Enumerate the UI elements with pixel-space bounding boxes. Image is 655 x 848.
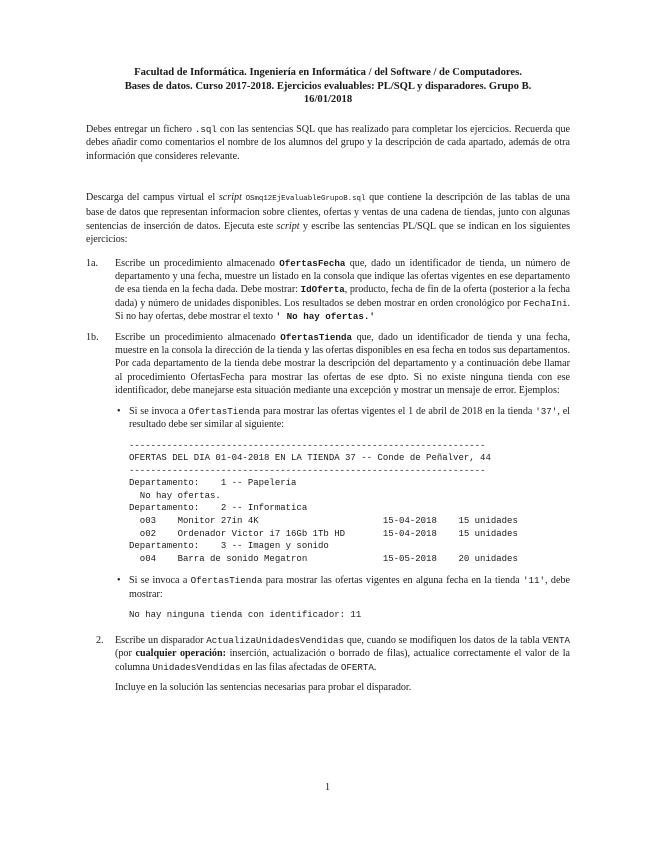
exercise-2-note: Incluye en la solución las sentencias necesarias para probar el disparador. xyxy=(115,682,412,694)
exercise-2: 2. Escribe un disparador ActualizaUnidadesVendidas que, cuando se modifiquen los datos de la tabla VENTA (por cualquier operación: inserción, actualización o borrado de filas), actualice correctamente el valor de la columna UnidadesVendidas en las filas afectadas de OFERTA. Incluye en la solución las sentencias necesarias para probar el disparador. xyxy=(96,634,571,694)
bullet-icon: • xyxy=(117,405,121,417)
example-output-2: No hay ninguna tienda con identificador: 11 xyxy=(129,610,362,621)
file-extension-code: .sql xyxy=(194,123,217,135)
example-bullet-1: • Si se invoca a OfertasTienda para mostrar las ofertas vigentes el 1 de abril de 2018 en la tienda '37', el resultado debe ser similar al siguiente: ------------------------------------------------------------------ OFERTAS DEL DIA 01-04-2018 EN LA TIENDA 37 -- Conde de Peñalver, 44 ------------------------------------------------------------------ Departamento: 1 -- Papelería No hay ofertas. Departamento: 2 -- Informatica o03 Monitor 27in 4K 15-04-2018 15 unidades o02 Ordenador Victor i7 16Gb 1Tb HD 15-04-2018 15 unidades Departamento: 3 -- Imagen y sonido o04 Barra de sonido Megatron 15-05-2018 20 unidades xyxy=(117,405,570,564)
header-line-3: 16/01/2018 xyxy=(303,94,353,106)
example-output-1: ------------------------------------------------------------------ OFERTAS DEL DIA 01-04-2018 EN LA TIENDA 37 -- Conde de Peñalver, 44 ------------------------------------------------------------------ Departamento: 1 -- Papelería No hay ofertas. Departamento: 2 -- Informatica o03 Monitor 27in 4K 15-04-2018 15 unidades o02 Ordenador Victor i7 16Gb 1Tb HD 15-04-2018 15 unidades Departamento: 3 -- Imagen y sonido o04 Barra de sonido Megatron 15-05-2018 20 unidades xyxy=(129,440,518,564)
bullet-icon: • xyxy=(117,575,121,587)
example-bullet-2: • Si se invoca a OfertasTienda para mostrar las ofertas vigentes en alguna fecha en la tienda '11', debe mostrar: No hay ninguna tienda con identificador: 11 xyxy=(117,575,570,621)
page-number: 1 xyxy=(324,782,331,793)
intro-paragraph-2: Descarga del campus virtual el script OSmq12EjEvaluableGrupoB.sql que contiene la descripción de las tablas de una base de datos que representan informacion sobre clientes, ofertas y ventas de una cadena de tiendas, junto con algunas sentencias de inserción de datos. Ejecuta este script y escribe las sentencias PL/SQL que se indican en los siguientes ejercicios: xyxy=(86,192,571,246)
header-line-2: Bases de datos. Curso 2017-2018. Ejercicios evaluables: PL/SQL y disparadores. Grupo B. xyxy=(124,80,532,92)
exercise-2-label: 2. xyxy=(96,634,104,646)
exercise-1a-label: 1a. xyxy=(86,257,99,269)
header-line-1: Facultad de Informática. Ingeniería en Informática / del Software / de Computadores. xyxy=(134,67,522,78)
document-page xyxy=(86,66,570,694)
exercise-1b: 1b. Escribe un procedimiento almacenado OfertasTienda que, dado un identificador de tienda y una fecha, muestre en la consola la dirección de la tienda y las ofertas disponibles en esa fecha en todos sus departamentos. Por cada departamento de la tienda debe mostrar la descripción del departamento y a continuación debe llamar al procedimiento OfertasFecha para mostrar las ofertas de ese dpto. Si no existe ninguna tienda con ese identificador, debe manejarse esta situación mediante una excepción y mostrar un mensaje de error. Ejemplos: • Si se invoca a OfertasTienda para mostrar las ofertas vigentes el 1 de abril de 2018 en la tienda '37', el resultado debe ser similar al siguiente: ------------------------------------------------------------------ OFERTAS DEL DIA 01-04-2018 EN LA TIENDA 37 -- Conde de Peñalver, 44 ------------------------------------------------------------------ Departamento: 1 -- Papelería No hay ofertas. Departamento: 2 -- Informatica o03 Monitor 27in 4K 15-04-2018 15 unidades o02 Ordenador Victor i7 16Gb 1Tb HD 15-04-2018 15 unidades Departamento: 3 -- Imagen y sonido o04 Barra de sonido Megatron 15-05-2018 20 unidades • Si se invoca a OfertasTienda para mostrar las ofertas vigentes en alguna fecha en la tienda '11', debe mostrar: No hay ninguna tienda con identificador: 11 xyxy=(86,331,571,621)
exercise-1b-label: 1b. xyxy=(86,331,99,343)
document-header xyxy=(86,66,570,107)
intro-paragraph-1: Debes entregar un fichero .sql con las sentencias SQL que has realizado para completar los ejercicios. Recuerda que debes añadir como comentarios el nombre de los alumnos del grupo y la descripción de cada apartado, además de otra información que consideres relevante. xyxy=(86,123,570,162)
script-filename: OSmq12EjEvaluableGrupoB.sql xyxy=(245,195,366,203)
exercise-1a: 1a. Escribe un procedimiento almacenado OfertasFecha que, dado un identificador de tienda, un número de departamento y una fecha, muestre un listado en la consola que indique las ofertas vigentes en ese departamento de esa tienda en la fecha dada. Debe mostrar: IdOferta, producto, fecha de fin de la oferta (posterior a la fecha dada) y número de unidades disponibles. Los resultados se deben mostrar en orden cronológico por FechaIni. Si no hay ofertas, debe mostrar el texto ' No hay ofertas.' xyxy=(86,257,570,323)
